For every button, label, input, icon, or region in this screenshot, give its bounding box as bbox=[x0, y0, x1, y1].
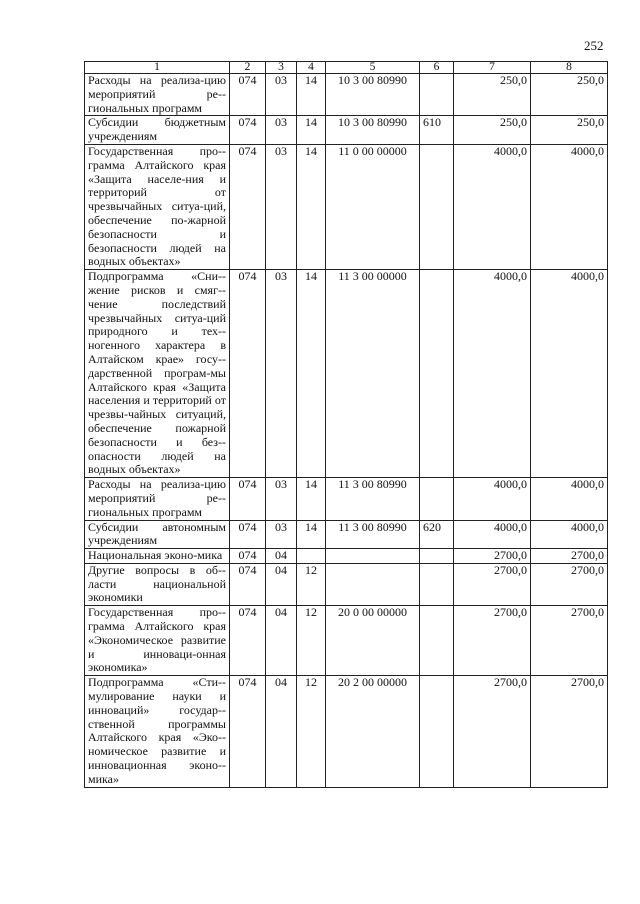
table-row bbox=[85, 144, 608, 269]
row-target-article bbox=[326, 549, 420, 564]
row-target-article: 10 3 00 80990 bbox=[326, 116, 420, 145]
header-col-6: 6 bbox=[420, 62, 454, 74]
row-amount-1: 2700,0 bbox=[454, 549, 531, 564]
row-ministry-code: 074 bbox=[230, 563, 266, 605]
row-amount-2: 4000,0 bbox=[531, 520, 608, 549]
row-amount-2: 2700,0 bbox=[531, 563, 608, 605]
row-subsection-code: 14 bbox=[297, 116, 326, 145]
row-expense-type bbox=[420, 563, 454, 605]
row-amount-1: 250,0 bbox=[454, 74, 531, 116]
row-expense-type bbox=[420, 478, 454, 520]
row-subsection-code: 14 bbox=[297, 270, 326, 478]
table-row bbox=[85, 520, 608, 549]
row-ministry-code: 074 bbox=[230, 606, 266, 676]
row-subsection-code: 12 bbox=[297, 676, 326, 787]
row-section-code: 04 bbox=[266, 563, 297, 605]
row-section-code: 03 bbox=[266, 116, 297, 145]
row-ministry-code: 074 bbox=[230, 144, 266, 269]
row-subsection-code: 12 bbox=[297, 606, 326, 676]
row-section-code: 04 bbox=[266, 606, 297, 676]
header-col-1: 1 bbox=[85, 62, 230, 74]
row-section-code: 03 bbox=[266, 144, 297, 269]
row-amount-1: 2700,0 bbox=[454, 563, 531, 605]
row-expense-type: 610 bbox=[420, 116, 454, 145]
row-target-article: 10 3 00 80990 bbox=[326, 74, 420, 116]
header-col-5: 5 bbox=[326, 62, 420, 74]
row-amount-2: 250,0 bbox=[531, 74, 608, 116]
row-section-code: 04 bbox=[266, 549, 297, 564]
row-subsection-code: 14 bbox=[297, 520, 326, 549]
row-subsection-code bbox=[297, 549, 326, 564]
row-amount-1: 2700,0 bbox=[454, 676, 531, 787]
row-target-article bbox=[326, 563, 420, 605]
table-row bbox=[85, 270, 608, 478]
row-amount-2: 250,0 bbox=[531, 116, 608, 145]
table-row bbox=[85, 549, 608, 564]
row-name: Национальная эконо-мика bbox=[85, 549, 230, 564]
row-expense-type: 620 bbox=[420, 520, 454, 549]
row-subsection-code: 12 bbox=[297, 563, 326, 605]
row-ministry-code: 074 bbox=[230, 74, 266, 116]
row-name: Субсидии автономным учреждениям bbox=[85, 520, 230, 549]
row-expense-type bbox=[420, 549, 454, 564]
row-name: Расходы на реализа-цию мероприятий ре-гиональных программ bbox=[85, 478, 230, 520]
row-amount-2: 4000,0 bbox=[531, 270, 608, 478]
row-amount-2: 2700,0 bbox=[531, 549, 608, 564]
row-expense-type bbox=[420, 270, 454, 478]
row-ministry-code: 074 bbox=[230, 478, 266, 520]
row-expense-type bbox=[420, 606, 454, 676]
table-row bbox=[85, 74, 608, 116]
row-name: Подпрограмма «Сти-мулирование науки и инноваций» государ-ственной программы Алтайского края «Эко-номическое развитие и инновационная эконо-мика» bbox=[85, 676, 230, 787]
row-section-code: 03 bbox=[266, 520, 297, 549]
row-section-code: 03 bbox=[266, 74, 297, 116]
row-subsection-code: 14 bbox=[297, 144, 326, 269]
row-subsection-code: 14 bbox=[297, 478, 326, 520]
table-row bbox=[85, 116, 608, 145]
header-col-3: 3 bbox=[266, 62, 297, 74]
row-target-article: 20 0 00 00000 bbox=[326, 606, 420, 676]
row-ministry-code: 074 bbox=[230, 270, 266, 478]
row-name: Субсидии бюджетным учреждениям bbox=[85, 116, 230, 145]
row-amount-2: 4000,0 bbox=[531, 144, 608, 269]
header-row bbox=[85, 62, 608, 74]
row-section-code: 04 bbox=[266, 676, 297, 787]
row-amount-2: 2700,0 bbox=[531, 676, 608, 787]
row-amount-1: 2700,0 bbox=[454, 606, 531, 676]
table-row bbox=[85, 563, 608, 605]
row-expense-type bbox=[420, 74, 454, 116]
row-amount-1: 4000,0 bbox=[454, 478, 531, 520]
row-target-article: 11 3 00 80990 bbox=[326, 478, 420, 520]
header-col-7: 7 bbox=[454, 62, 531, 74]
table-row bbox=[85, 606, 608, 676]
row-subsection-code: 14 bbox=[297, 74, 326, 116]
row-name: Подпрограмма «Сни-жение рисков и смяг-чение последствий чрезвычайных ситуа-ций природного и тех-ногенного характера в Алтайском крае» госу-дарственной програм-мы Алтайского края «Защита населения и территорий от чрезвы-чайных ситуаций, обеспечение пожарной безопасности и без-опасности людей на водных объектах» bbox=[85, 270, 230, 478]
row-ministry-code: 074 bbox=[230, 676, 266, 787]
row-amount-1: 4000,0 bbox=[454, 270, 531, 478]
header-col-8: 8 bbox=[531, 62, 608, 74]
row-expense-type bbox=[420, 144, 454, 269]
row-expense-type bbox=[420, 676, 454, 787]
row-section-code: 03 bbox=[266, 478, 297, 520]
row-amount-1: 4000,0 bbox=[454, 520, 531, 549]
row-target-article: 11 0 00 00000 bbox=[326, 144, 420, 269]
header-col-2: 2 bbox=[230, 62, 266, 74]
row-target-article: 11 3 00 00000 bbox=[326, 270, 420, 478]
row-amount-1: 250,0 bbox=[454, 116, 531, 145]
row-name: Государственная про-грамма Алтайского края «Защита населе-ния и территорий от чрезвычайных ситуа-ций, обеспечение по-жарной безопасности и безопасности людей на водных объектах» bbox=[85, 144, 230, 269]
row-name: Расходы на реализа-цию мероприятий ре-гиональных программ bbox=[85, 74, 230, 116]
row-ministry-code: 074 bbox=[230, 549, 266, 564]
row-amount-1: 4000,0 bbox=[454, 144, 531, 269]
budget-table bbox=[84, 61, 608, 788]
row-ministry-code: 074 bbox=[230, 520, 266, 549]
row-ministry-code: 074 bbox=[230, 116, 266, 145]
row-name: Другие вопросы в об-ласти национальной экономики bbox=[85, 563, 230, 605]
row-target-article: 11 3 00 80990 bbox=[326, 520, 420, 549]
row-target-article: 20 2 00 00000 bbox=[326, 676, 420, 787]
row-name: Государственная про-грамма Алтайского края «Экономическое развитие и инноваци-онная экономика» bbox=[85, 606, 230, 676]
page-number: 252 bbox=[584, 38, 604, 53]
table-row bbox=[85, 478, 608, 520]
table-row bbox=[85, 676, 608, 787]
row-amount-2: 2700,0 bbox=[531, 606, 608, 676]
row-amount-2: 4000,0 bbox=[531, 478, 608, 520]
row-section-code: 03 bbox=[266, 270, 297, 478]
header-col-4: 4 bbox=[297, 62, 326, 74]
